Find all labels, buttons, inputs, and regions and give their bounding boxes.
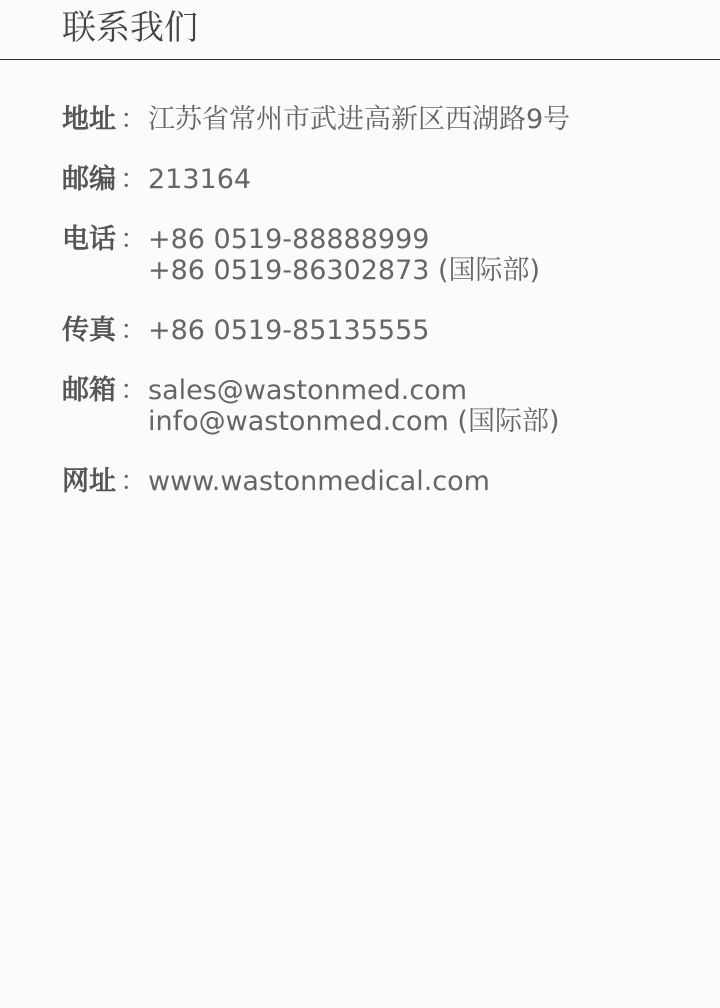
website-colon: ： <box>120 466 147 497</box>
contact-list <box>62 104 702 497</box>
fax-label: 传真 <box>62 315 116 346</box>
page-header <box>0 0 720 60</box>
email-colon: ： <box>120 375 147 406</box>
postcode-value: 213164 <box>148 164 252 195</box>
address-row <box>62 104 702 135</box>
phone-colon: ： <box>120 224 147 255</box>
phone-row <box>62 224 702 286</box>
fax-row <box>62 315 702 346</box>
address-label: 地址 <box>62 104 116 135</box>
fax-value: +86 0519-85135555 <box>148 315 430 346</box>
website-row <box>62 466 702 497</box>
email-value-sales[interactable]: sales@wastonmed.com <box>148 375 468 406</box>
address-colon: ： <box>120 104 147 135</box>
website-label: 网址 <box>62 466 116 497</box>
postcode-colon: ： <box>120 164 147 195</box>
page-title: 联系我们 <box>62 8 198 48</box>
postcode-row <box>62 164 702 195</box>
fax-colon: ： <box>120 315 147 346</box>
phone-value-international[interactable]: +86 0519-86302873 (国际部) <box>148 255 541 286</box>
email-row <box>62 375 702 437</box>
email-value-international[interactable]: info@wastonmed.com (国际部) <box>148 406 560 437</box>
email-label: 邮箱 <box>62 375 116 406</box>
website-link[interactable]: www.wastonmedical.com <box>148 466 490 497</box>
address-value: 江苏省常州市武进高新区西湖路9号 <box>148 104 571 135</box>
phone-label: 电话 <box>62 224 116 255</box>
postcode-label: 邮编 <box>62 164 116 195</box>
phone-value-main[interactable]: +86 0519-88888999 <box>148 224 430 255</box>
